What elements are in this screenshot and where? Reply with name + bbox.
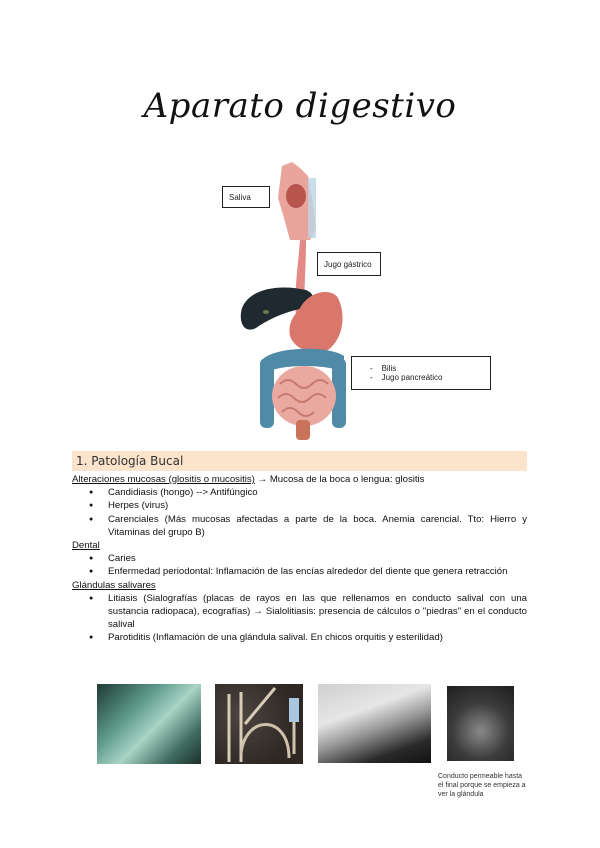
digestive-system-diagram xyxy=(220,158,485,443)
dental-heading: Dental xyxy=(72,540,100,552)
list-item: ● Carenciales (Más mucosas afectadas a parte de la boca. Anemia carencial. Tto: Hierro y Vitaminas del grupo B) xyxy=(108,513,527,539)
bile-label: - Bilis xyxy=(370,364,397,373)
list-item: ● Candidiasis (hongo) --> Antifúngico xyxy=(108,486,527,499)
catheter-illustration xyxy=(215,684,303,764)
section-header: 1. Patología Bucal xyxy=(72,451,527,471)
section-content xyxy=(72,473,527,645)
salivary-heading: Glándulas salivares xyxy=(72,579,156,591)
salivary-list xyxy=(72,592,527,645)
dental-list xyxy=(72,552,527,578)
mucosal-heading-line xyxy=(72,473,527,486)
list-item: ● Enfermedad periodontal: Inflamación de las encías alrededor del diente que genera retracción xyxy=(108,565,527,578)
list-item: ● Litiasis (Sialografías (placas de rayos en las que rellenamos en conducto salival con una sustancia radiopaca), ecografías) → Sialolitiasis: presencia de cálculos o "piedras" en el conducto salival xyxy=(108,592,527,632)
list-item: ● Herpes (virus) xyxy=(108,499,527,512)
gastric-juice-label: Jugo gástrico xyxy=(317,252,381,276)
mucosal-list xyxy=(72,486,527,539)
bile-pancreatic-label-box xyxy=(351,356,491,390)
pancreatic-juice-label: - Jugo pancreático xyxy=(370,373,443,382)
saliva-label: Saliva xyxy=(222,186,270,208)
mucosal-heading: Alteraciones mucosas (glositis o mucositis) xyxy=(72,474,255,485)
sialography-catheter-image xyxy=(215,684,303,764)
xray-jaw-image xyxy=(97,684,201,764)
figure-caption: Conducto permeable hasta el final porque se empieza a ver la glándula xyxy=(438,773,526,798)
page-title: Aparato digestivo xyxy=(143,86,457,126)
gland-duct-xray-image xyxy=(447,686,514,761)
list-item: ● Caries xyxy=(108,552,527,565)
sialography-xray-image xyxy=(318,684,431,763)
mucosal-heading-tail: → Mucosa de la boca o lengua: glositis xyxy=(254,474,425,485)
list-item: ● Parotiditis (Inflamación de una glándula salival. En chicos orquitis y esterilidad) xyxy=(108,631,527,644)
